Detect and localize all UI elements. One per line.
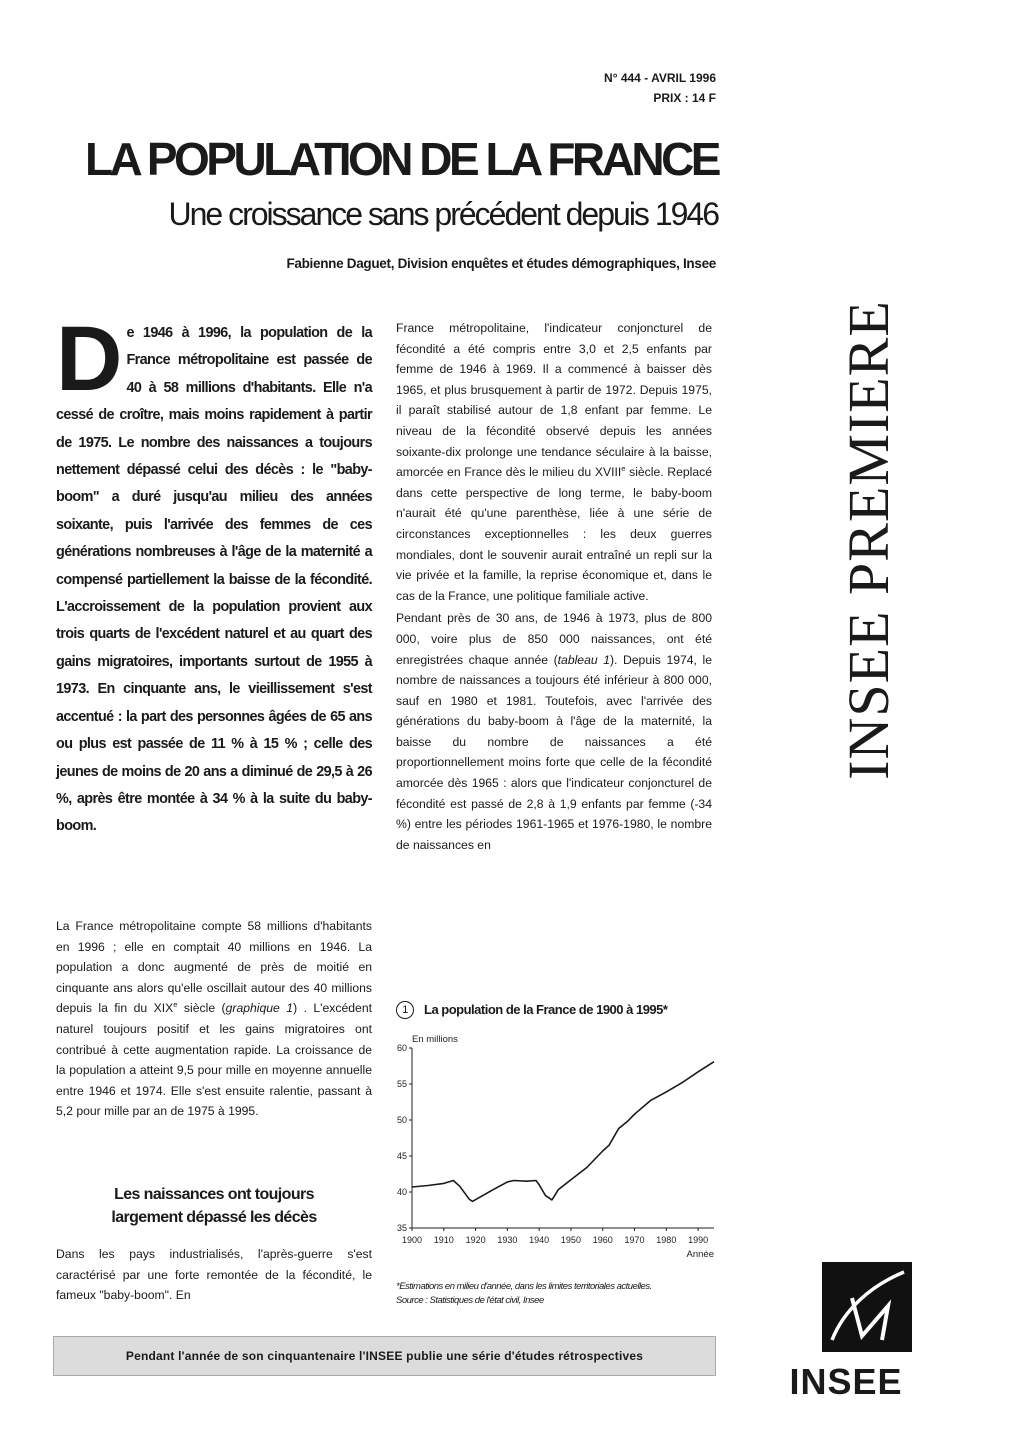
x-tick-label: 1970: [624, 1235, 645, 1245]
page-subtitle: Une croissance sans précédent depuis 1946: [168, 196, 718, 232]
author-line: Fabienne Daguet, Division enquêtes et études démographiques, Insee: [286, 256, 716, 271]
issue-info: [470, 68, 716, 108]
x-tick-label: 1940: [529, 1235, 550, 1245]
section-body: Dans les pays industrialisés, l'après-guerre s'est caractérisé par une forte remontée de la fécondité, le fameux "baby-boom". En: [56, 1247, 372, 1303]
issue-price: PRIX : 14 F: [653, 91, 716, 105]
y-axis-label: En millions: [412, 1034, 458, 1045]
brand-vertical-title: [836, 180, 901, 900]
figure-reference: graphique 1: [225, 1001, 294, 1016]
drop-cap: D: [56, 308, 123, 410]
chart-footnote: *Estimations en milieu d'année, dans les limites territoriales actuelles.: [396, 1281, 652, 1292]
x-axis-label: Année: [686, 1249, 714, 1260]
chart-source: Source : Statistiques de l'état civil, Insee: [396, 1295, 544, 1306]
page-title: LA POPULATION DE LA FRANCE: [84, 133, 718, 185]
y-tick-label: 35: [396, 1223, 407, 1233]
x-tick-label: 1990: [688, 1235, 709, 1245]
x-tick-label: 1920: [465, 1235, 486, 1245]
right-column-text: [396, 318, 712, 855]
y-tick-label: 50: [396, 1115, 407, 1125]
x-tick-label: 1960: [592, 1235, 613, 1245]
x-tick-label: 1930: [497, 1235, 518, 1245]
brand-vertical-text: INSEE PREMIERE: [836, 300, 901, 780]
chart-heading: [396, 1000, 726, 1020]
section-heading: Les naissances ont toujours largement dépassé les décès: [111, 1186, 317, 1226]
x-tick-label: 1950: [560, 1235, 581, 1245]
issue-number: N° 444 - AVRIL 1996: [604, 71, 716, 85]
chart-title: La population de la France de 1900 à 1995*: [424, 1002, 668, 1017]
chart-number: 1: [396, 1001, 414, 1019]
paragraph: Pendant près de 30 ans, de 1946 à 1973, plus de 800 000, voire plus de 850 000 naissances, ont été enregistrées chaque année (tableau 1). Depuis 1974, le nombre de naissances a toujours été inférieur à 800 000, sauf en 1980 et 1981. Toutefois, avec l'arrivée des générations du baby-boom à l'âge de la maternité, la baisse du nombre de naissances a été proportionnellement moins forte que celle de la fécondité amorcée dès 1965 : alors que l'indicateur conjoncturel de fécondité est passé de 2,8 à 1,9 enfants par femme (-34 %) entre les périodes 1961-1965 et 1976-1980, le nombre de naissances en: [396, 611, 712, 852]
y-tick-label: 55: [396, 1079, 407, 1089]
lead-text: e 1946 à 1996, la population de la France métropolitaine est passée de 40 à 58 millions d'habitants. Elle n'a cessé de croître, mais moins rapidement à partir de 1975. Le nombre des naissances a toujours nettement dépassé celui des décès : le "baby-boom" a duré jusqu'au milieu des années soixante, puis l'arrivée des femmes de ces générations nombreuses à l'âge de la maternité a compensé partiellement la baisse de la fécondité. L'accroissement de la population provient aux trois quarts de l'excédent naturel et au quart des gains migratoires, importants surtout de 1955 à 1973. En cinquante ans, le vieillissement s'est accentué : la part des personnes âgées de 65 ans ou plus est passée de 11 % à 15 % ; celle des jeunes de moins de 20 ans a diminué de 29,5 à 26 %, après être montée à 34 % à la suite du baby-boom.: [56, 325, 372, 835]
paragraph: France métropolitaine, l'indicateur conjoncturel de fécondité a été compris entre 3,0 et 2,5 enfants par femme de 1946 à 1969. Il a commencé à baisser dès 1965, et plus brusquement à partir de 1972. Depuis 1975, il paraît stabilisé autour de 1,8 enfant par femme. Le niveau de la fécondité observé depuis les années soixante-dix prolonge une tendance séculaire à la baisse, amorcée en France dès le milieu du XVIIIe siècle. Replacé dans cette perspective de long terme, le baby-boom n'aurait été qu'une parenthèse, liée à une série de circonstances exceptionnelles : les deux guerres mondiales, dont le souvenir aurait entraîné un repli sur la vie privée et la famille, la reprise économique et, dans le cas de la France, une politique familiale active.: [396, 321, 712, 603]
x-tick-label: 1980: [656, 1235, 677, 1245]
population-line-chart: [380, 1026, 720, 1276]
chart-notes: [396, 1280, 716, 1308]
insee-logo-text: INSEE: [789, 1361, 903, 1402]
lead-paragraph: [56, 308, 372, 841]
bottom-banner: Pendant l'année de son cinquantenaire l'INSEE publie une série d'études rétrospectives: [53, 1336, 716, 1376]
intro-paragraph: La France métropolitaine compte 58 millions d'habitants en 1996 ; elle en comptait 40 millions en 1946. La population a donc augmenté de près de moitié en cinquante ans alors qu'elle oscillait autour des 40 millions depuis la fin du XIXe siècle (graphique 1) . L'excédent naturel toujours positif et les gains migratoires ont contribué à cette augmentation rapide. La croissance de la population a atteint 9,5 pour mille en moyenne annuelle entre 1946 et 1974. Elle s'est ensuite ralentie, passant à 5,2 pour mille par an de 1975 à 1995.: [56, 919, 372, 1119]
x-tick-label: 1910: [433, 1235, 454, 1245]
table-reference: tableau 1: [557, 652, 610, 667]
x-tick-label: 1900: [401, 1235, 423, 1245]
y-tick-label: 45: [396, 1151, 407, 1161]
series-line-0: [412, 1062, 714, 1202]
y-tick-label: 40: [396, 1187, 407, 1197]
insee-logo-icon: [822, 1262, 912, 1352]
y-tick-label: 60: [396, 1043, 407, 1053]
chart-plot-area: [397, 1034, 714, 1260]
